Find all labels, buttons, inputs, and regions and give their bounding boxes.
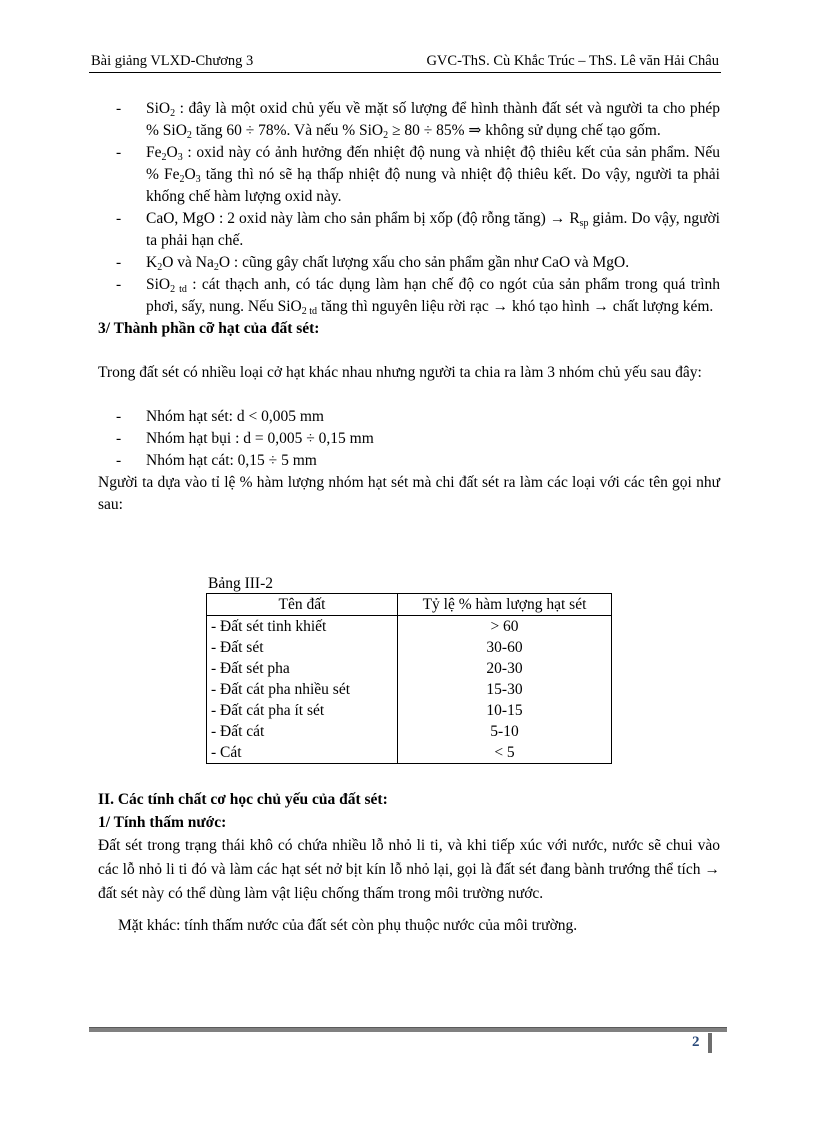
section-3-heading: 3/ Thành phần cỡ hạt của đất sét: xyxy=(98,320,320,337)
header-course-title: Bài giảng VLXD-Chương 3 xyxy=(91,53,254,69)
table-header-soil-name: Tên đất xyxy=(207,594,398,616)
table-row: - Đất cát pha ít sét 10-15 xyxy=(207,700,612,721)
section-3-intro: Trong đất sét có nhiều loại cở hạt khác nhau nhưng người ta chia ra làm 3 nhóm chủ yếu sau đây: xyxy=(98,364,702,381)
list-item: - Nhóm hạt cát: 0,15 ÷ 5 mm xyxy=(116,452,317,469)
classification-text: Người ta dựa vào tỉ lệ % hàm lượng nhóm hạt sét mà chi đất sét ra làm các loại với các tên gọi như sau: xyxy=(98,474,720,513)
header-authors: GVC-ThS. Cù Khắc Trúc – ThS. Lê văn Hải Châu xyxy=(426,53,719,69)
page-number: 2 xyxy=(692,1034,700,1050)
permeability-paragraph: Đất sét trong trạng thái khô có chứa nhiều lỗ nhỏ li ti, và khi tiếp xúc với nước, nước sẽ chui vào các lỗ nhỏ li ti đó và làm các hạt sét nở bịt kín lỗ nhỏ lại, gọi là đất sét đang bành trướng thể tích → đất sét này có thể dùng làm vật liệu chống thấm trong môi trường nước. xyxy=(98,837,720,902)
table-header-row xyxy=(207,594,612,616)
table-row: - Đất sét pha 20-30 xyxy=(207,658,612,679)
bullet-k2o-na2o: - $K_2O$ và $Na_2O$ : cũng gây chất lượng xấu cho sản phẩm gần như CaO và MgO. xyxy=(116,254,630,273)
table-row: - Cát < 5 xyxy=(207,742,612,764)
footer-rule xyxy=(89,1027,727,1032)
bullet-sio2-td: - SiO$_{2 td}$ : cát thạch anh, có tác dụng làm hạn chế độ co ngót của sản phẩm trong quá trình phơi, sấy, nung. Nếu SiO$_{2 td}$ tăng thì nguyên liệu rời rạc → khó tạo hình → chất lượng kém. xyxy=(116,276,721,317)
list-item: - Nhóm hạt sét: d < 0,005 mm xyxy=(116,408,324,425)
table-header-clay-percent: Tỷ lệ % hàm lượng hạt sét xyxy=(398,594,612,616)
main-content xyxy=(98,98,720,516)
section-ii-subheading: 1/ Tính thấm nước: xyxy=(98,814,227,831)
section-ii-heading: II. Các tính chất cơ học chủ yếu của đất sét: xyxy=(98,791,388,808)
bullet-sio2: - SiO$_2$ : đây là một oxid chủ yếu về mặt số lượng để hình thành đất sét và người ta cho phép % SiO$_2$ tăng 60 ÷ 78%. Và nếu % SiO$_2$ ≥ 80 ÷ 85% ⇒ không sử dụng chế tạo gốm. xyxy=(116,100,720,141)
bullet-fe2o3: - $Fe_2O_3$ : oxid này có ảnh hưởng đến nhiệt độ nung và nhiệt độ thiêu kết của sản phẩm. Nếu % $Fe_2O_3$ tăng thì nó sẽ hạ thấp nhiệt độ nung và nhiệt độ thiêu kết. Do vậy, người ta phải khống chế hàm lượng oxid này. xyxy=(116,144,720,205)
table-row: - Đất sét tinh khiết > 60 xyxy=(207,616,612,638)
table-row: - Đất cát 5-10 xyxy=(207,721,612,742)
bullet-cao-mgo: - CaO, MgO : 2 oxid này làm cho sản phẩm bị xốp (độ rỗng tăng) → $R_{sp}$ giảm. Do vậy, người ta phải hạn chế. xyxy=(116,210,720,249)
soil-classification-table xyxy=(206,593,612,764)
table-caption: Bảng III-2 xyxy=(208,575,273,592)
page-header xyxy=(89,50,721,73)
list-item: - Nhóm hạt bụi : d = 0,005 ÷ 0,15 mm xyxy=(116,430,374,447)
page-number-bar xyxy=(708,1033,712,1053)
table-row: - Đất sét 30-60 xyxy=(207,637,612,658)
permeability-note: Mặt khác: tính thấm nước của đất sét còn phụ thuộc nước của môi trường. xyxy=(118,917,578,934)
section-ii xyxy=(98,788,720,937)
table-row: - Đất cát pha nhiều sét 15-30 xyxy=(207,679,612,700)
